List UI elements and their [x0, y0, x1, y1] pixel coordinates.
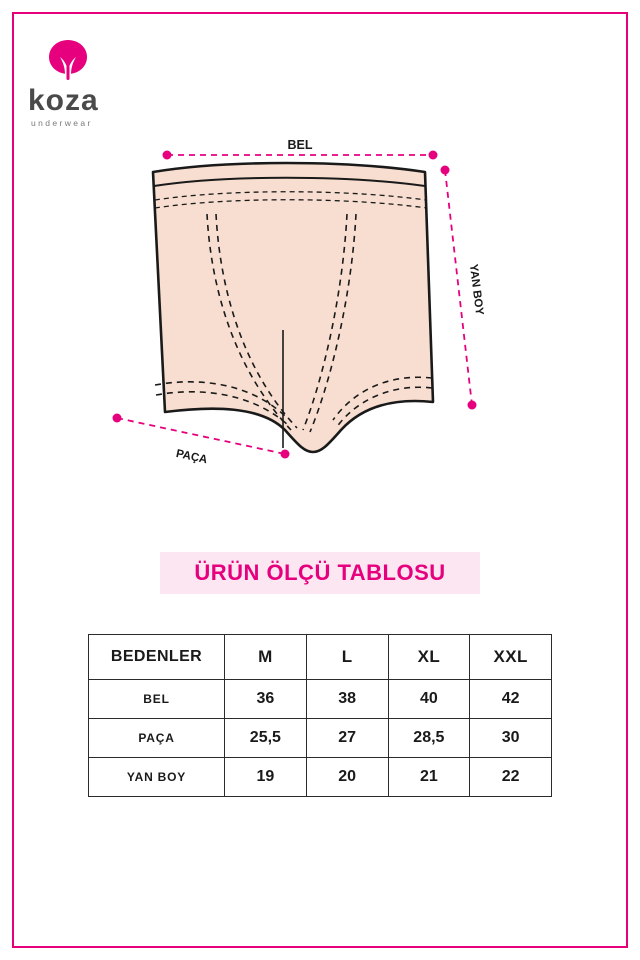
chart-title-banner [160, 552, 480, 594]
table-cell: 30 [470, 719, 552, 758]
label-leg: PAÇA [174, 447, 209, 467]
table-cell: 20 [306, 758, 388, 797]
table-cell: 38 [306, 680, 388, 719]
table-cell: 40 [388, 680, 470, 719]
brand-logo [28, 38, 158, 133]
table-cell: 25,5 [225, 719, 307, 758]
koza-flower-icon [46, 38, 90, 84]
table-row-label: YAN BOY [89, 758, 225, 797]
product-illustration [95, 130, 545, 500]
size-table-wrapper [88, 634, 552, 797]
table-cell: 42 [470, 680, 552, 719]
table-row-label: BEL [89, 680, 225, 719]
table-cell: 36 [225, 680, 307, 719]
brand-tagline: underwear [31, 118, 93, 128]
table-header-row [89, 635, 552, 680]
table-header-cell: XL [388, 635, 470, 680]
table-cell: 27 [306, 719, 388, 758]
size-table [88, 634, 552, 797]
table-cell: 22 [470, 758, 552, 797]
label-side-length: YAN BOY [466, 263, 486, 316]
table-header-cell: XXL [470, 635, 552, 680]
table-header-cell: L [306, 635, 388, 680]
table-cell: 28,5 [388, 719, 470, 758]
table-header-cell: BEDENLER [89, 635, 225, 680]
table-row [89, 680, 552, 719]
table-row [89, 719, 552, 758]
table-cell: 19 [225, 758, 307, 797]
page-title: ÜRÜN ÖLÇÜ TABLOSU [194, 560, 446, 585]
table-cell: 21 [388, 758, 470, 797]
table-row [89, 758, 552, 797]
table-header-cell: M [225, 635, 307, 680]
label-waist: BEL [287, 138, 313, 152]
brand-name: koza [28, 84, 99, 117]
table-row-label: PAÇA [89, 719, 225, 758]
